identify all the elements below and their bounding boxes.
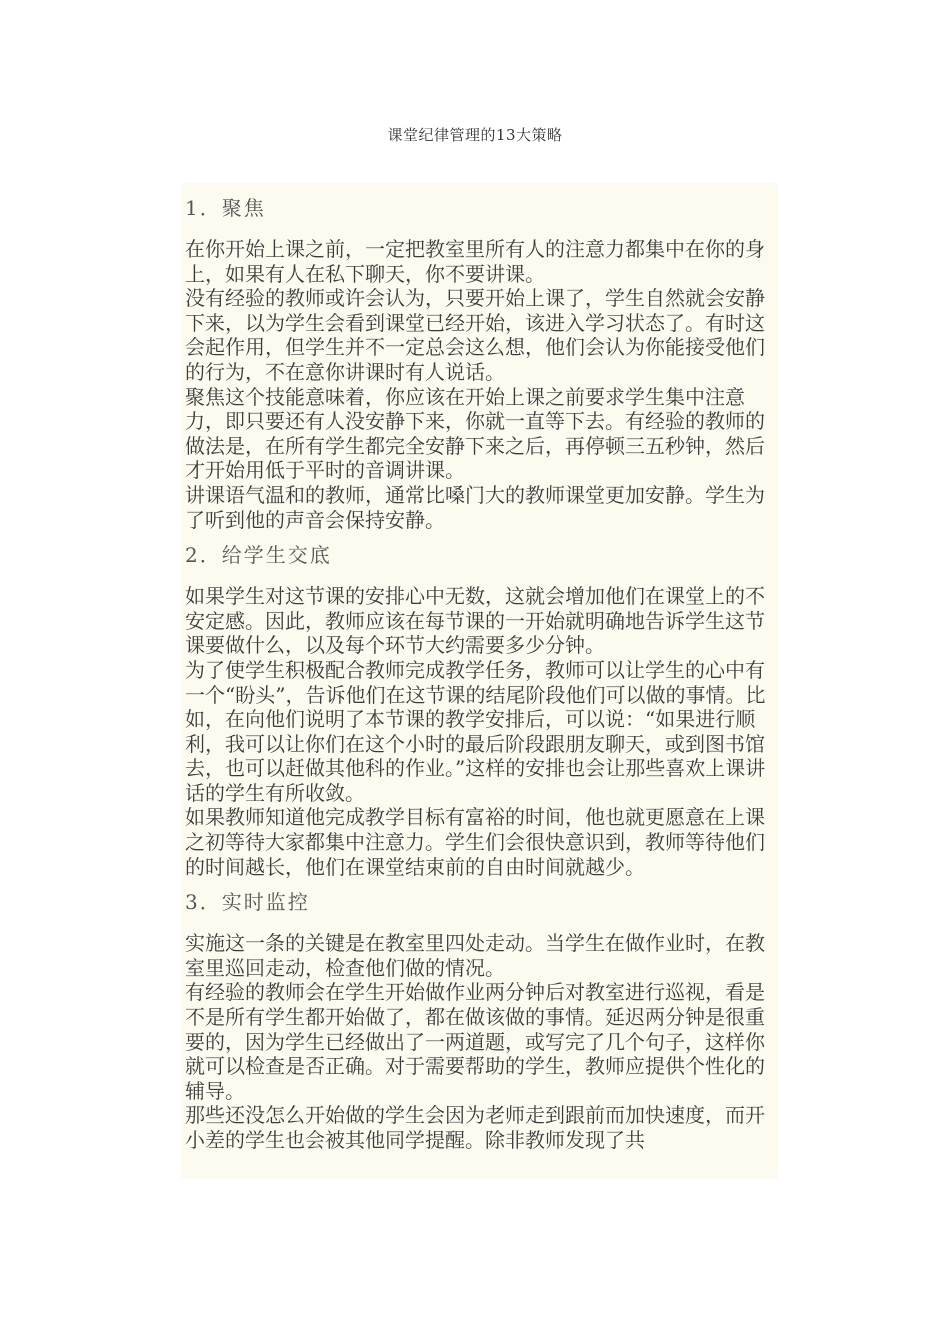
paragraph: 讲课语气温和的教师，通常比嗓门大的教师课堂更加安静。学生为了听到他的声音会保持安静。 [185,482,765,532]
paragraph: 在你开始上课之前，一定把教室里所有人的注意力都集中在你的身上，如果有人在私下聊天，你不要讲课。 [185,237,765,286]
section-focus [185,195,778,532]
page-title: 课堂纪律管理的13大策略 [387,126,563,144]
paragraph: 如果教师知道他完成教学目标有富裕的时间，他也就更愿意在上课之初等待大家都集中注意力。学生们会很快意识到，教师等待他们的时间越长，他们在课堂结束前的自由时间就越少。 [185,805,765,879]
article-body [181,183,778,1179]
section-heading: 3．实时监控 [185,890,310,915]
paragraph: 为了使学生积极配合教师完成教学任务，教师可以让学生的心中有一个“盼头”，告诉他们在这节课的结尾阶段他们可以做的事情。比如，在向他们说明了本节课的教学安排后，可以说：“如果进行顺利，我可以让你们在这个小时的最后阶段跟朋友聊天，或到图书馆去，也可以赶做其他科的作业。”这样的安排也会让那些喜欢上课讲话的学生有所收敛。 [185,657,766,805]
paragraph: 聚焦这个技能意味着，你应该在开始上课之前要求学生集中注意力，即只要还有人没安静下来，你就一直等下去。有经验的教师的做法是，在所有学生都完全安静下来之后，再停顿三五秒钟，然后才开始用低于平时的音调讲课。 [185,384,765,483]
paragraph: 如果学生对这节课的安排心中无数，这就会增加他们在课堂上的不安定感。因此，教师应该在每节课的一开始就明确地告诉学生这节课要做什么，以及每个环节大约需要多少分钟。 [185,584,765,658]
paragraph: 那些还没怎么开始做的学生会因为老师走到跟前而加快速度，而开小差的学生也会被其他同学提醒。除非教师发现了共 [185,1103,765,1152]
section-heading: 2．给学生交底 [185,543,332,568]
section-heading: 1．聚焦 [185,196,266,220]
paragraph: 有经验的教师会在学生开始做作业两分钟后对教室进行巡视，看是不是所有学生都开始做了，都在做该做的事情。延迟两分钟是很重要的，因为学生已经做出了一两道题，或写完了几个句子，这样你就可以检查是否正确。对于需要帮助的学生，教师应提供个性化的辅导。 [185,980,765,1103]
section-monitoring [185,889,778,1152]
paragraph: 没有经验的教师或许会认为，只要开始上课了，学生自然就会安静下来，以为学生会看到课堂已经开始，该进入学习状态了。有时这会起作用，但学生并不一定总会这么想，他们会认为你能接受他们的行为，不在意你讲课时有人说话。 [185,286,765,384]
paragraph: 实施这一条的关键是在教室里四处走动。当学生在做作业时，在教室里巡回走动，检查他们做的情况。 [185,931,765,980]
section-brief-students [185,542,778,879]
